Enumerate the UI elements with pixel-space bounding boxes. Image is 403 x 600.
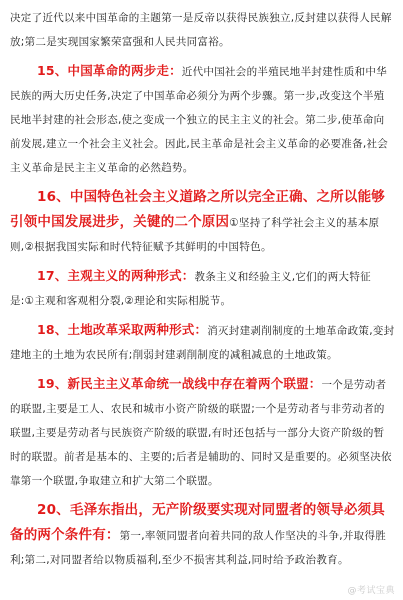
intro-paragraph: 决定了近代以来中国革命的主题第一是反帝以获得民族独立,反封建以获得人民解放;第二是实现国家繁荣富强和人民共同富裕。 — [10, 12, 392, 48]
item-17-body: 教条主义和经验主义,它们的两大特征是:①主观和客观相分裂,②理论和实际相脱节。 — [10, 271, 371, 307]
item-19-body: 一个是劳动者的联盟,主要是工人、农民和城市小资产阶级的联盟;一个是劳动者与非劳动者的联盟,主要是劳动者与民族资产阶级的联盟,有时还包括与一部分大资产阶级的暂时的联盟。前者是基本的、主要的;后者是辅助的、同时又是重要的。必须坚决依靠第一个联盟,争取建立和扩大第二个联盟。 — [10, 379, 392, 487]
source-watermark: @考试宝典 — [347, 586, 395, 596]
item-18-body: 消灭封建剥削制度的土地革命政策,变封建地主的土地为农民所有;削弱封建剥削制度的减租减息的土地政策。 — [10, 325, 395, 361]
item-16-heading: 16、中国特色社会主义道路之所以完全正确、之所以能够引领中国发展进步，关键的二个原因 — [10, 189, 385, 230]
item-20-body: 第一,率领同盟者向着共同的敌人作坚决的斗争,并取得胜利;第二,对同盟者给以物质福利,至少不损害其利益,同时给予政治教育。 — [10, 530, 387, 566]
item-18-heading: 18、土地改革采取两种形式： — [37, 322, 208, 337]
document-page — [10, 6, 395, 572]
item-15 — [10, 59, 395, 180]
item-18 — [10, 318, 395, 367]
item-20-heading: 20、毛泽东指出，无产阶级要实现对同盟者的领导必须具备的两个条件有： — [10, 502, 385, 543]
item-19 — [10, 372, 395, 493]
item-15-body: 近代中国社会的半殖民地半封建性质和中华民族的两大历史任务,决定了中国革命必须分为两个步骤。第一步,改变这个半殖民地半封建的社会形态,使之变成一个独立的民主主义的社会。第二步,使革命向前发展,建立一个社会主义社会。因此,民主革命是社会主义革命的必要准备,社会主义革命是民主主义革命的必然趋势。 — [10, 66, 389, 174]
item-20 — [10, 498, 395, 572]
item-16 — [10, 185, 395, 259]
item-17 — [10, 264, 395, 313]
item-16-body: ①坚持了科学社会主义的基本原则,②根据我国实际和时代特征赋予其鲜明的中国特色。 — [10, 217, 380, 253]
item-17-heading: 17、主观主义的两种形式： — [37, 268, 195, 283]
item-19-heading: 19、新民主主义革命统一战线中存在着两个联盟： — [37, 376, 322, 391]
item-15-heading: 15、中国革命的两步走： — [37, 63, 182, 78]
